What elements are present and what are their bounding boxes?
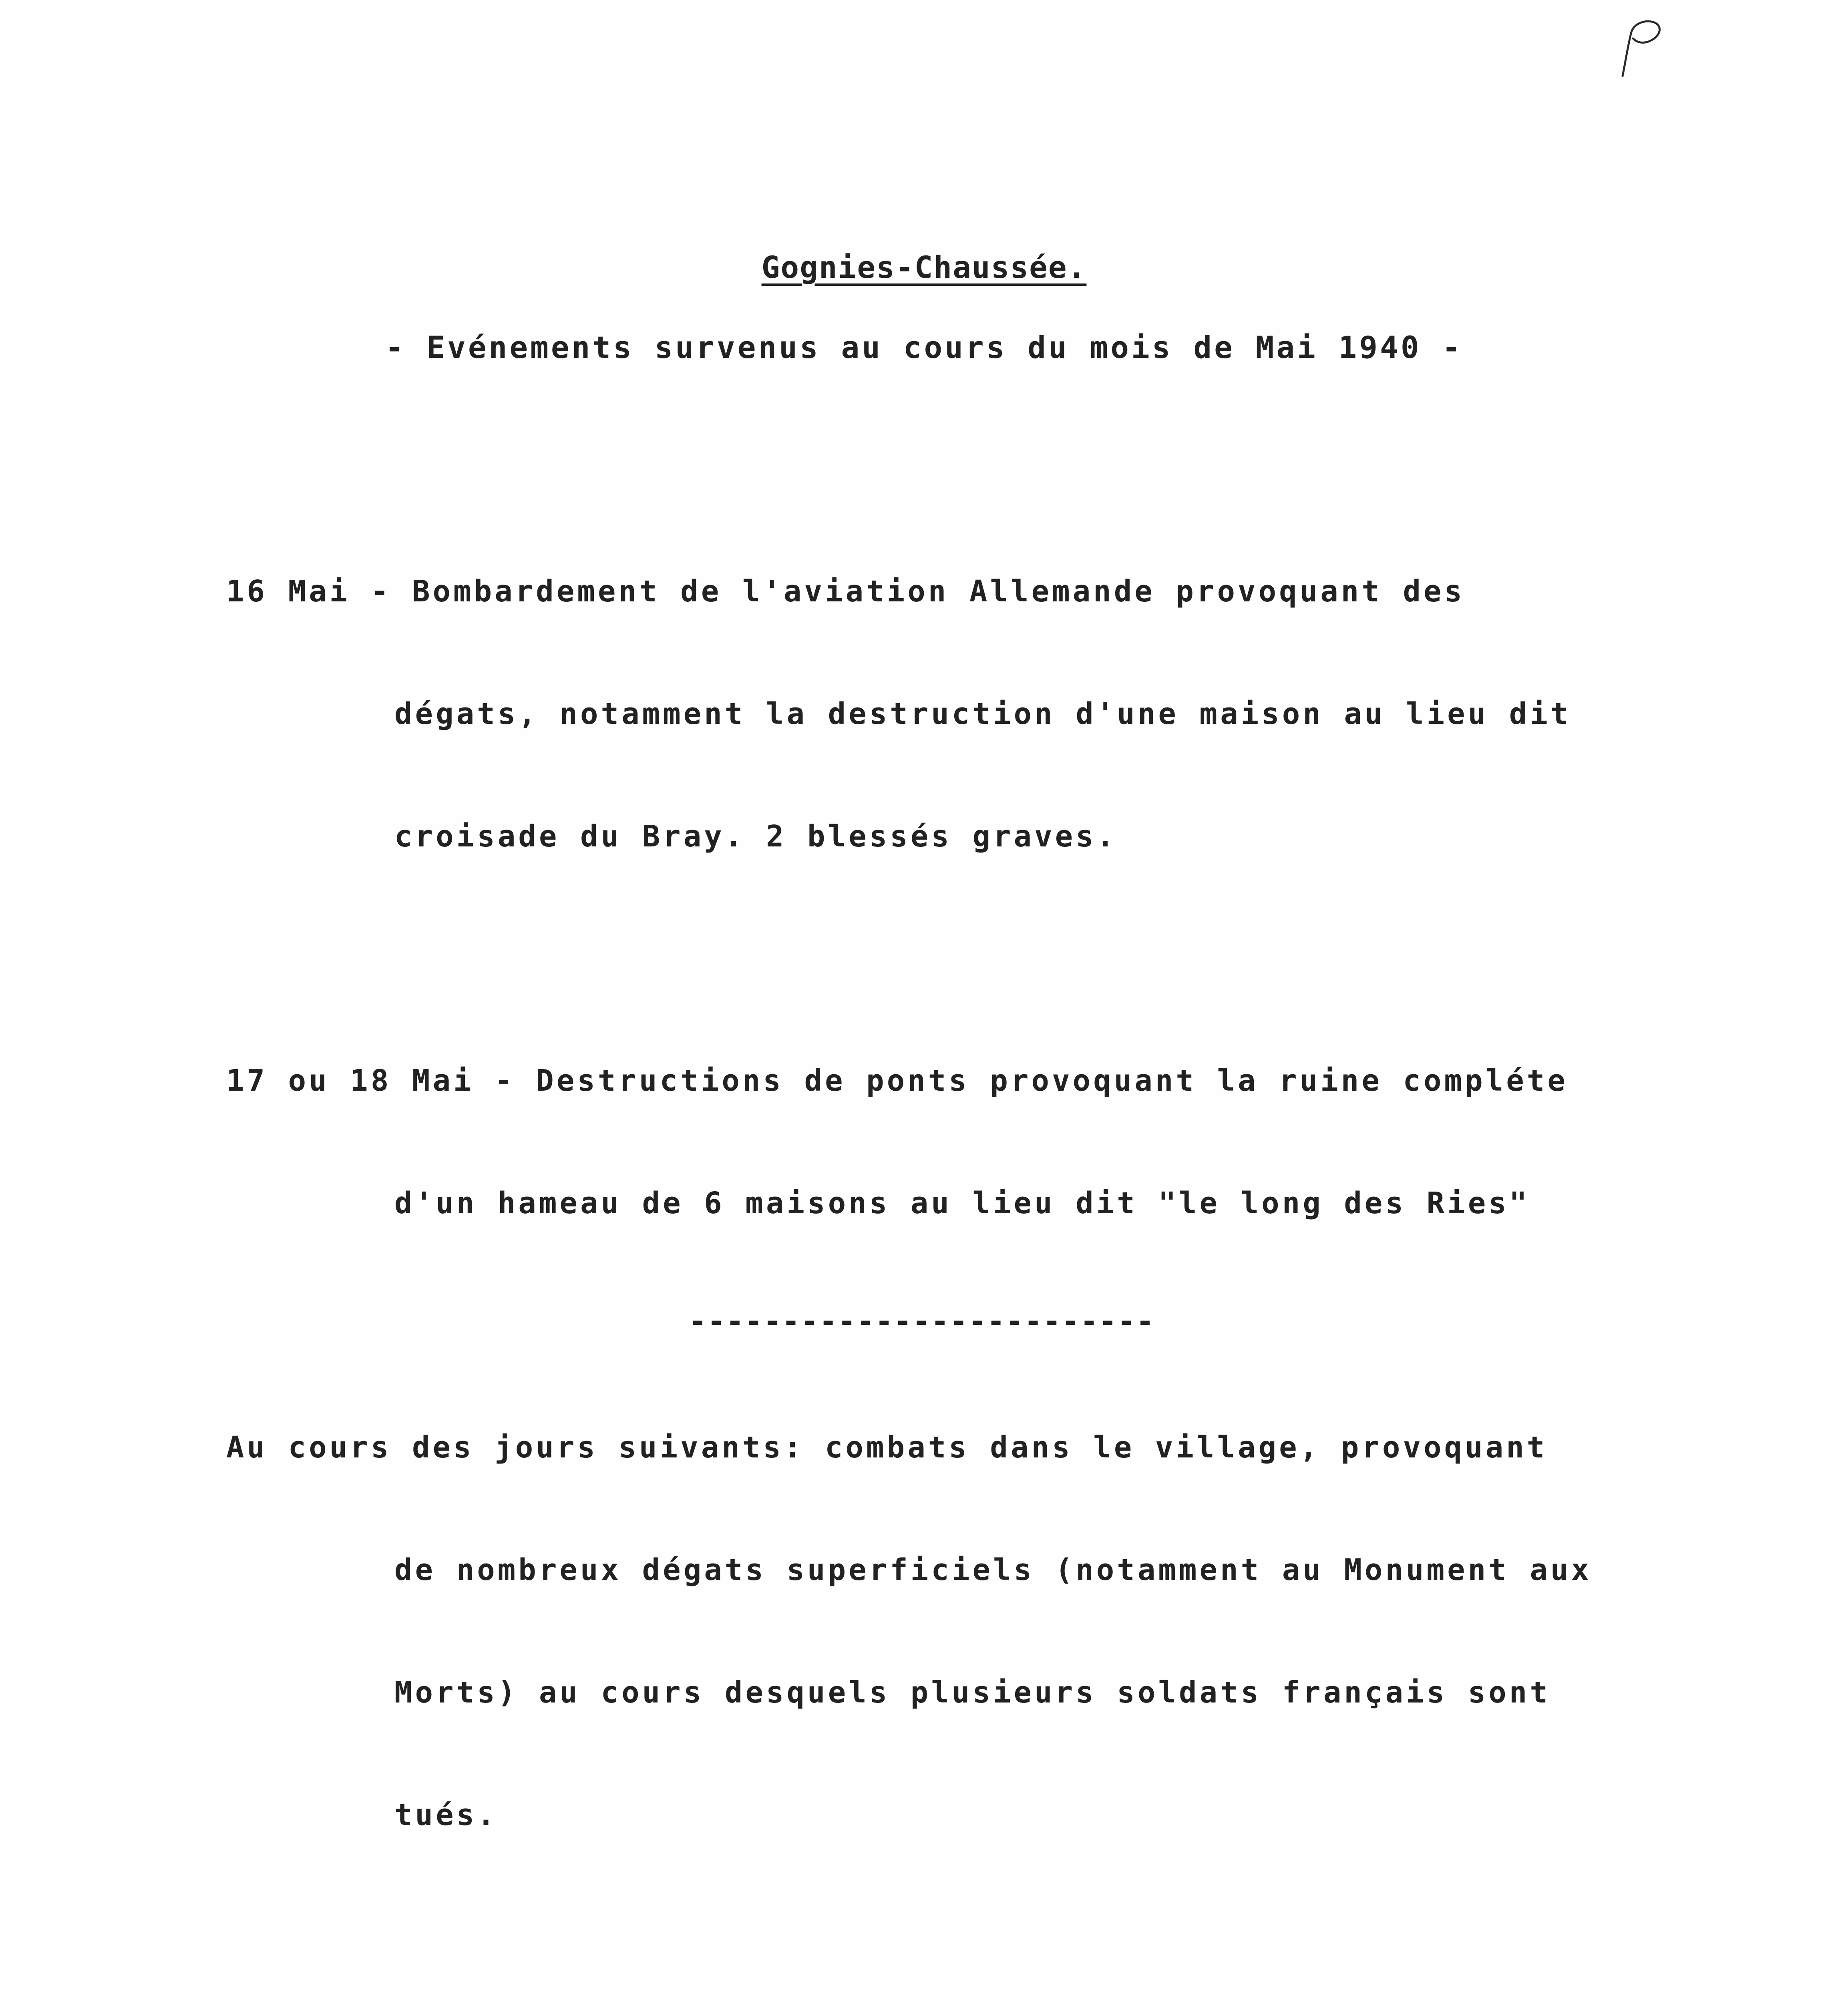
entry-line: de nombreux dégats superficiels (notamment au Monument aux	[394, 1553, 1592, 1587]
entry-pertes-civiles	[226, 1958, 1812, 2002]
entry-line: Au cours des jours suivants: combats dans le village, provoquant	[226, 1430, 1548, 1465]
entry-line: 16 Mai - Bombardement de l'aviation Allemande provoquant des	[226, 574, 1465, 609]
entry-jours-suivants	[226, 1345, 1812, 1917]
entry-line: d'un hameau de 6 maisons au lieu dit "le long des Ries"	[394, 1186, 1530, 1220]
document-title	[0, 247, 1848, 287]
entry-line: Morts) au cours desquels plusieurs soldats français sont	[394, 1675, 1550, 1710]
entry-line: dégats, notamment la destruction d'une maison au lieu dit	[394, 697, 1571, 731]
entry-16-mai	[226, 489, 1812, 939]
entry-line: 17 ou 18 Mai - Destructions de ponts provoquant la ruine compléte	[226, 1063, 1568, 1098]
end-separator: -------------------------	[689, 1304, 1155, 1339]
entry-line: tués.	[394, 1798, 498, 1832]
document-subtitle: - Evénements survenus au cours du mois de Mai 1940 -	[385, 330, 1463, 365]
title-text: Gognies-Chaussée.	[761, 249, 1087, 285]
entry-line: croisade du Bray. 2 blessés graves.	[394, 819, 1117, 854]
entries-list	[226, 489, 1812, 2002]
entry-17-18-mai	[226, 979, 1812, 1305]
handwritten-page-mark	[1614, 16, 1666, 80]
